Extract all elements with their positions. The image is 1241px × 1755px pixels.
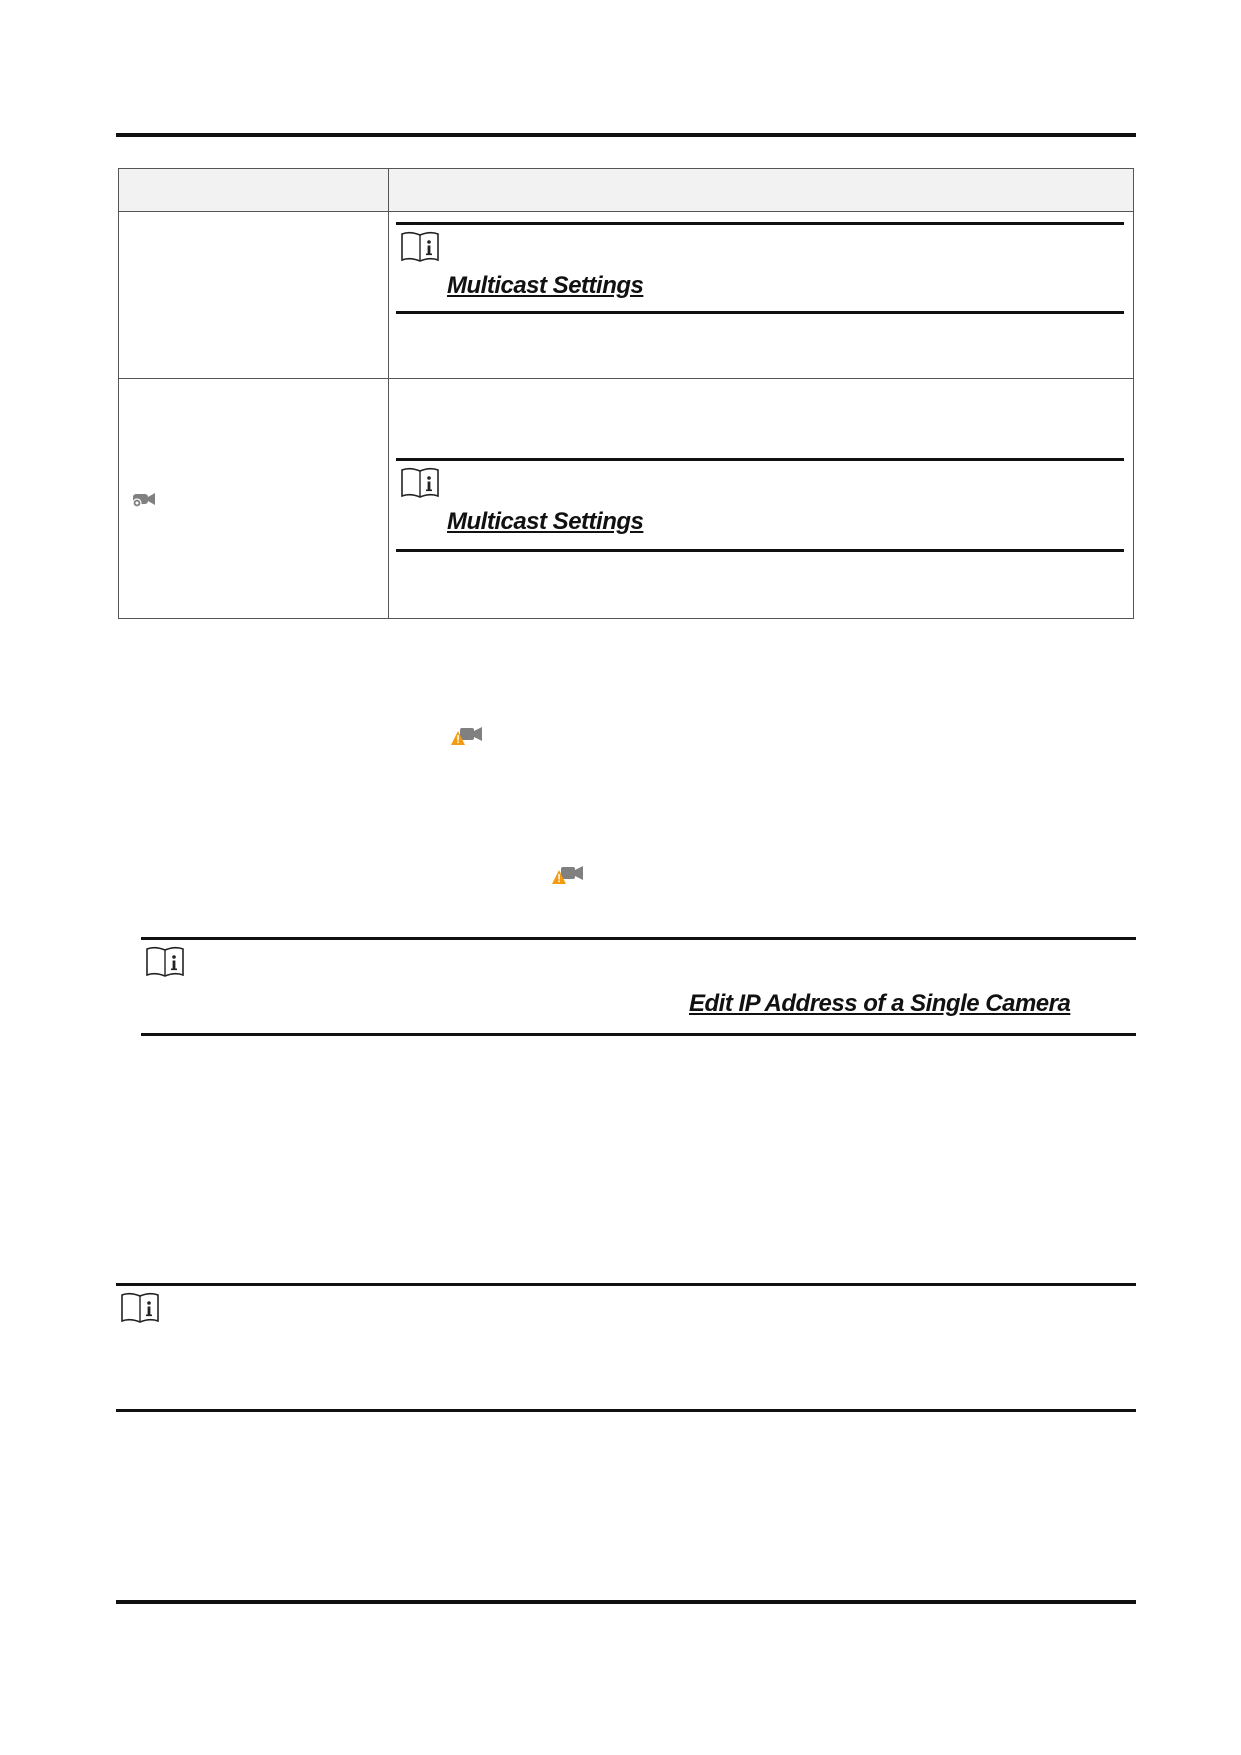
table-column-divider (388, 169, 389, 618)
note-bottom-rule (396, 549, 1124, 552)
note-top-rule (141, 937, 1136, 940)
note-bottom-rule (396, 311, 1124, 314)
note-bottom-rule (116, 1409, 1136, 1412)
camera-warning-icon (551, 864, 585, 891)
note-info-icon (400, 231, 440, 263)
multicast-settings-link[interactable]: Multicast Settings (447, 272, 644, 299)
camera-warning-icon (450, 725, 484, 752)
table-row-divider (119, 378, 1133, 379)
note-top-rule (396, 458, 1124, 461)
note-bottom-rule (141, 1033, 1136, 1036)
edit-ip-address-link[interactable]: Edit IP Address of a Single Camera (689, 990, 1071, 1017)
note-top-rule (116, 1283, 1136, 1286)
note-info-icon (400, 467, 440, 499)
note-top-rule (396, 222, 1124, 225)
note-info-icon (145, 946, 185, 978)
header-rule (116, 133, 1136, 137)
note-info-icon (120, 1292, 160, 1324)
footer-rule (116, 1600, 1136, 1604)
table-header-row (119, 169, 1133, 212)
multicast-settings-link[interactable]: Multicast Settings (447, 508, 644, 535)
camera-multicast-icon (131, 491, 157, 512)
parameter-table (118, 168, 1134, 619)
